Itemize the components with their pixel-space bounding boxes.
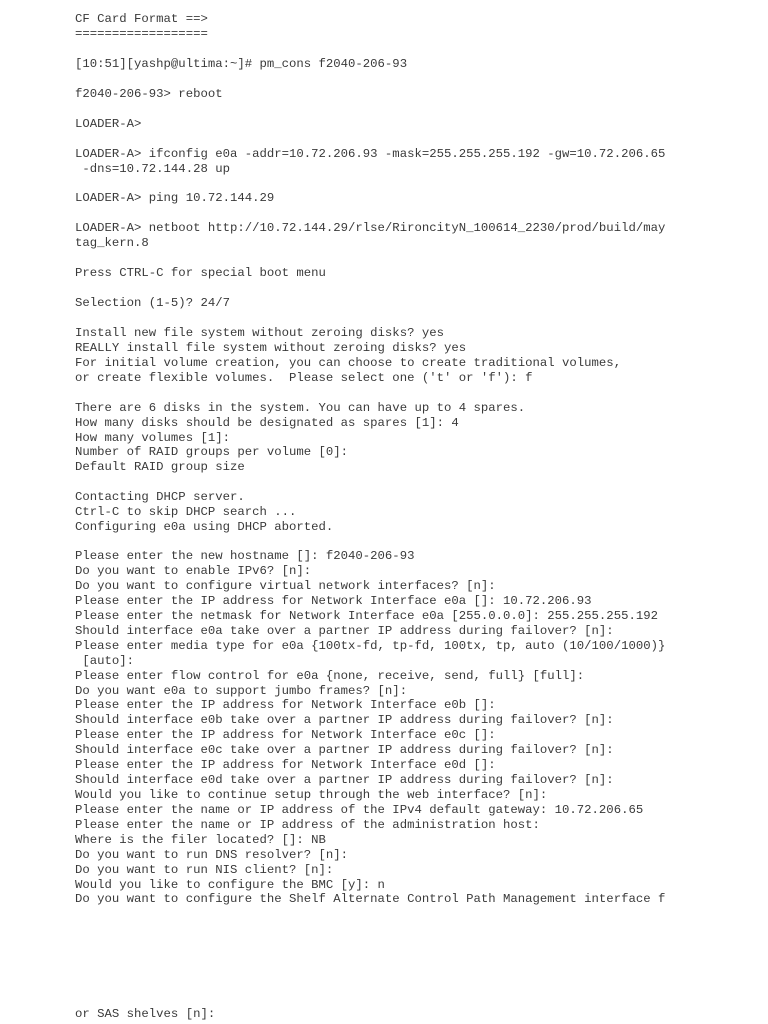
console-line: How many disks should be designated as spares [1]: 4 [75, 416, 459, 430]
console-line: Would you like to continue setup through the web interface? [n]: [75, 788, 548, 802]
console-line: Please enter the IP address for Network Interface e0b []: [75, 698, 496, 712]
console-line: How many volumes [1]: [75, 431, 230, 445]
console-line: Should interface e0a take over a partner IP address during failover? [n]: [75, 624, 614, 638]
console-line: Please enter media type for e0a {100tx-fd, tp-fd, 100tx, tp, auto (10/100/1000)} [75, 639, 666, 653]
console-line: Should interface e0d take over a partner IP address during failover? [n]: [75, 773, 614, 787]
console-line: REALLY install file system without zeroing disks? yes [75, 341, 467, 355]
console-line: or create flexible volumes. Please select one ('t' or 'f'): f [75, 371, 533, 385]
console-line: tag_kern.8 [75, 236, 149, 250]
console-line: Do you want to configure the Shelf Alternate Control Path Management interface f [75, 892, 666, 906]
console-line: Selection (1-5)? 24/7 [75, 296, 230, 310]
console-line: Number of RAID groups per volume [0]: [75, 445, 349, 459]
console-line: Do you want to run NIS client? [n]: [75, 863, 334, 877]
console-line: Should interface e0c take over a partner IP address during failover? [n]: [75, 743, 614, 757]
console-line: Default RAID group size [75, 460, 245, 474]
console-line: Where is the filer located? []: NB [75, 833, 326, 847]
console-line: Press CTRL-C for special boot menu [75, 266, 326, 280]
console-line: Please enter the name or IP address of the IPv4 default gateway: 10.72.206.65 [75, 803, 644, 817]
console-line: f2040-206-93> reboot [75, 87, 223, 101]
console-line: There are 6 disks in the system. You can have up to 4 spares. [75, 401, 526, 415]
console-line: Please enter flow control for e0a {none, receive, send, full} [full]: [75, 669, 585, 683]
console-line: Do you want to configure virtual network interfaces? [n]: [75, 579, 496, 593]
console-line: Please enter the IP address for Network Interface e0c []: [75, 728, 496, 742]
heading-rule: ================== [75, 27, 208, 41]
console-line: Please enter the IP address for Network Interface e0a []: 10.72.206.93 [75, 594, 592, 608]
console-line: Should interface e0b take over a partner IP address during failover? [n]: [75, 713, 614, 727]
console-line: For initial volume creation, you can choose to create traditional volumes, [75, 356, 622, 370]
console-line: Install new file system without zeroing disks? yes [75, 326, 444, 340]
console-line: Ctrl-C to skip DHCP search ... [75, 505, 297, 519]
console-line: Please enter the name or IP address of the administration host: [75, 818, 540, 832]
console-line: LOADER-A> ping 10.72.144.29 [75, 191, 275, 205]
console-line: Please enter the netmask for Network Interface e0a [255.0.0.0]: 255.255.255.192 [75, 609, 658, 623]
console-line: Do you want to run DNS resolver? [n]: [75, 848, 349, 862]
console-line: Would you like to configure the BMC [y]: n [75, 878, 385, 892]
console-line: or SAS shelves [n]: [75, 1007, 216, 1021]
console-line: Contacting DHCP server. [75, 490, 245, 504]
console-line: Please enter the new hostname []: f2040-206-93 [75, 549, 415, 563]
console-line: [10:51][yashp@ultima:~]# pm_cons f2040-206-93 [75, 57, 408, 71]
console-line: LOADER-A> ifconfig e0a -addr=10.72.206.93 -mask=255.255.255.192 -gw=10.72.206.65 [75, 147, 666, 161]
console-line: LOADER-A> [75, 117, 142, 131]
console-line: Do you want to enable IPv6? [n]: [75, 564, 312, 578]
console-line: LOADER-A> netboot http://10.72.144.29/rlse/RironcityN_100614_2230/prod/build/may [75, 221, 666, 235]
console-line: [auto]: [75, 654, 135, 668]
console-line: -dns=10.72.144.28 up [75, 162, 230, 176]
console-line: Do you want e0a to support jumbo frames? [n]: [75, 684, 408, 698]
console-line: Configuring e0a using DHCP aborted. [75, 520, 334, 534]
document-heading: CF Card Format ==> [75, 12, 208, 26]
console-line: Please enter the IP address for Network Interface e0d []: [75, 758, 496, 772]
